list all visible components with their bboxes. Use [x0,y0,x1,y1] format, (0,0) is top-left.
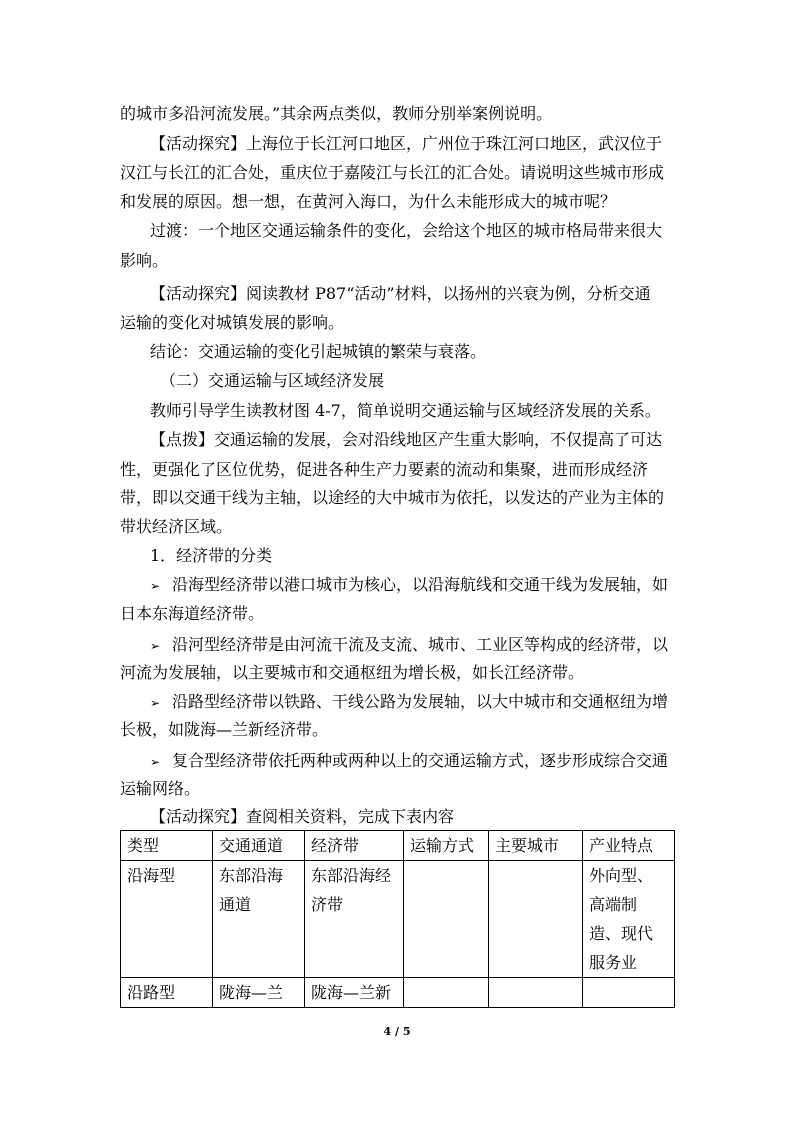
cell-line: 东部沿海 [219,866,284,885]
transition-line: 过渡：一个地区交通运输条件的变化，会给这个地区的城市格局带来很大 [150,221,663,240]
table-cell: 沿路型 [121,978,213,1008]
bullet-item [150,571,680,600]
cell-line: 通道 [219,895,252,914]
paragraph-line: 影响。 [120,251,169,270]
table-cell [583,861,675,978]
table-row [121,861,675,978]
paragraph-line: 性，更强化了区位优势，促进各种生产力要素的流动和集聚，进而形成经济 [120,460,649,479]
paragraph-line: 长极，如陇海—兰新经济带。 [120,720,329,739]
paragraph-line: 教师引导学生读教材图 4-7，简单说明交通运输与区域经济发展的关系。 [150,401,661,420]
paragraph-line: 带，即以交通干线为主轴，以途经的大中城市为依托，以发达的产业为主体的 [120,488,665,507]
paragraph-line: 汉江与长江的汇合处，重庆位于嘉陵江与长江的汇合处。请说明这些城市形成 [120,163,665,182]
table-cell: 陇海—兰新 [305,978,404,1008]
paragraph-line: 带状经济区域。 [120,517,233,536]
cell-line: 东部沿海经 [311,866,392,885]
table-header-cell: 产业特点 [583,831,675,861]
activity-heading-line: 【活动探究】查阅相关资料，完成下表内容 [150,807,455,826]
paragraph-line: 的城市多沿河流发展。”其余两点类似，教师分别举案例说明。 [120,104,553,123]
table-cell [213,861,305,978]
arrow-bullet-icon: ➢ [150,696,161,710]
paragraph-line: 运输的变化对城镇发展的影响。 [120,313,345,332]
table-header-cell: 运输方式 [404,831,489,861]
arrow-bullet-icon: ➢ [150,755,161,769]
arrow-bullet-icon: ➢ [150,579,161,593]
bullet-text: 复合型经济带依托两种或两种以上的交通运输方式，逐步形成综合交通 [172,751,669,770]
cell-line: 服务业 [589,953,638,972]
activity-heading-line: 【活动探究】阅读教材 P87“活动”材料，以扬州的兴衰为例，分析交通 [150,284,651,303]
paragraph-line: 日本东海道经济带。 [120,604,265,623]
bullet-text: 沿路型经济带以铁路、干线公路为发展轴，以大中城市和交通枢纽为增 [172,692,669,711]
table-cell: 陇海—兰 [213,978,305,1008]
bullet-item [150,631,680,660]
table-cell-empty[interactable] [404,861,489,978]
table-header-row [121,831,675,861]
bullet-item [150,688,680,717]
economic-belt-table [120,830,675,1008]
section-heading: （二）交通运输与区域经济发展 [160,371,385,390]
paragraph-line: 和发展的原因。想一想，在黄河入海口，为什么未能形成大的城市呢？ [120,192,617,211]
subsection-heading: 1．经济带的分类 [150,546,273,565]
cell-line: 外向型、 [589,866,654,885]
bullet-text: 沿河型经济带是由河流干流及支流、城市、工业区等构成的经济带，以 [172,635,669,654]
table-row [121,978,675,1008]
table-header-cell: 类型 [121,831,213,861]
table-cell: 沿海型 [121,861,213,978]
table-header-cell: 主要城市 [489,831,583,861]
bullet-text: 沿海型经济带以港口城市为核心，以沿海航线和交通干线为发展轴，如 [172,575,669,594]
table-cell-empty[interactable] [404,978,489,1008]
cell-line: 高端制 [589,895,638,914]
table-cell [305,861,404,978]
conclusion-line: 结论：交通运输的变化引起城镇的繁荣与衰落。 [150,342,487,361]
paragraph-line: 河流为发展轴，以主要城市和交通枢纽为增长极，如长江经济带。 [120,663,585,682]
cell-line: 济带 [311,895,344,914]
activity-heading-line: 【活动探究】上海位于长江河口地区，广州位于珠江河口地区，武汉位于 [150,134,663,153]
table-header-cell: 交通通道 [213,831,305,861]
table-cell-empty[interactable] [583,978,675,1008]
bullet-item [150,747,680,776]
table-cell-empty[interactable] [489,861,583,978]
hint-heading-line: 【点拨】交通运输的发展，会对沿线地区产生重大影响，不仅提高了可达 [150,430,663,449]
table-header-cell: 经济带 [305,831,404,861]
page-number: 4 / 5 [383,1025,411,1038]
paragraph-line: 运输网络。 [120,779,201,798]
arrow-bullet-icon: ➢ [150,639,161,653]
table-cell-empty[interactable] [489,978,583,1008]
cell-line: 造、现代 [589,924,654,943]
